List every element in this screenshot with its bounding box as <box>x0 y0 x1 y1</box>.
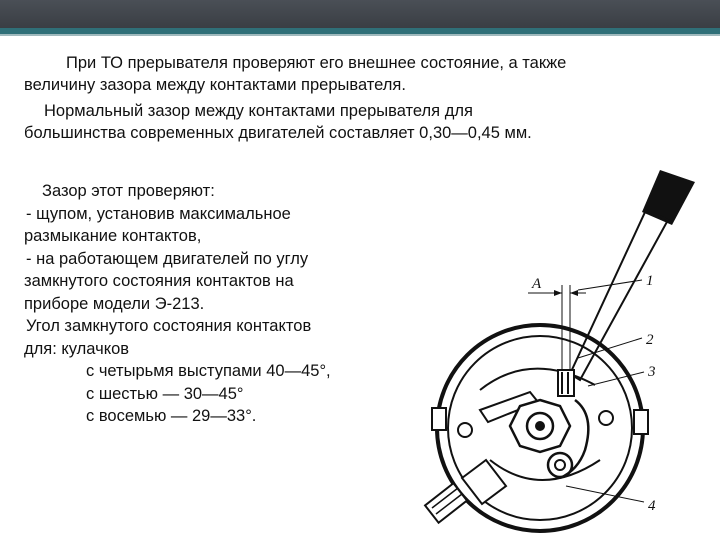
paragraph-gap <box>24 100 532 144</box>
paragraph-line: величину зазора между контактами прерывателя. <box>24 76 406 94</box>
left-lug <box>432 408 446 430</box>
list-item: с шестью — 30—45° <box>86 384 244 403</box>
list-item: Угол замкнутого состояния контактов <box>26 317 312 335</box>
breaker-diagram <box>410 160 710 535</box>
label-a: A <box>532 276 542 292</box>
list-item: размыкание контактов, <box>24 227 202 245</box>
pivot <box>548 453 572 477</box>
label-3: 3 <box>648 364 656 380</box>
list-item: замкнутого состояния контактов на <box>24 272 294 290</box>
leader-line-4 <box>566 486 644 502</box>
screw-icon <box>458 423 472 437</box>
paragraph-line: Нормальный зазор между контактами прерывателя для <box>44 102 473 120</box>
paragraph-line: большинства современных двигателей составляет 0,30—0,45 мм. <box>24 124 532 142</box>
check-methods-list <box>24 180 331 428</box>
label-4: 4 <box>648 498 656 514</box>
leader-line-3 <box>588 372 644 386</box>
list-item: приборе модели Э-213. <box>24 294 205 313</box>
breaker-plate-lower <box>490 460 600 480</box>
title-accent-thin-line <box>0 34 720 36</box>
screw-icon <box>599 411 613 425</box>
list-item: - щупом, установив максимальное <box>26 204 291 223</box>
feeler-gauge <box>570 170 695 380</box>
list-item: - на работающем двигателей по углу <box>26 249 309 268</box>
list-item: с восемью — 29—33°. <box>86 407 257 425</box>
list-item: для: кулачков <box>24 339 130 358</box>
right-lug <box>634 410 648 434</box>
cam <box>510 400 570 452</box>
list-title: Зазор этот проверяют: <box>42 182 215 200</box>
list-item: с четырьмя выступами 40—45°, <box>86 362 331 380</box>
paragraph-line: При ТО прерывателя проверяют его внешнее состояние, а также <box>66 54 567 72</box>
label-1: 1 <box>646 273 654 289</box>
terminal <box>425 460 506 523</box>
title-bar <box>0 0 720 28</box>
paragraph-maintenance <box>24 52 566 96</box>
label-2: 2 <box>646 332 654 348</box>
